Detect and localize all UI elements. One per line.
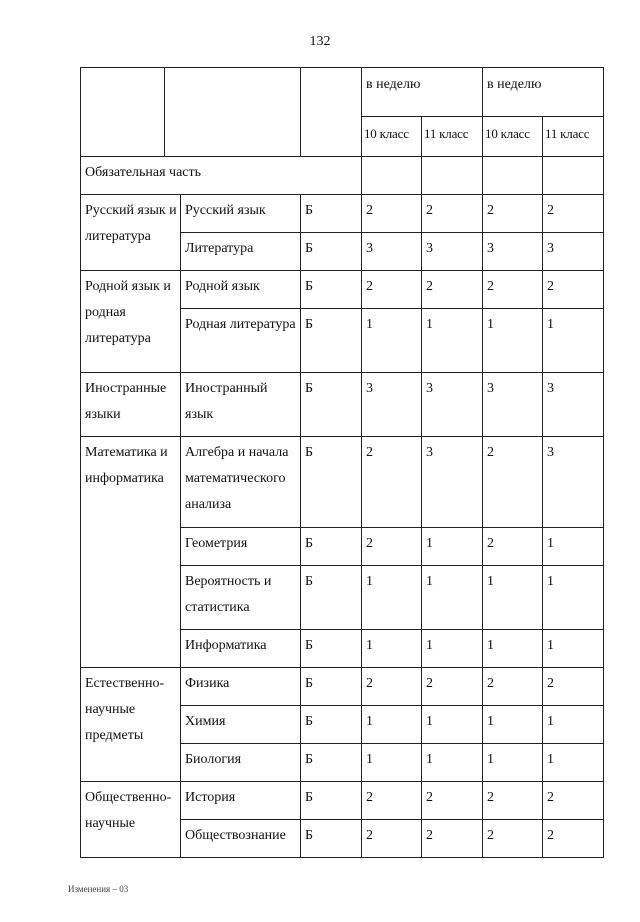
curriculum-table <box>80 67 604 858</box>
subject-name: Обществознание <box>181 820 301 858</box>
hours-cell: 2 <box>483 271 543 309</box>
hours-cell: 3 <box>543 437 604 528</box>
level-cell: Б <box>301 566 362 630</box>
hours-cell: 1 <box>422 566 483 630</box>
subject-area: Естественно-научные предметы <box>81 668 181 782</box>
level-cell: Б <box>301 668 362 706</box>
hours-cell: 1 <box>543 309 604 373</box>
subject-area: Математика и информатика <box>81 437 181 668</box>
hours-cell: 3 <box>543 373 604 437</box>
empty-cell <box>483 157 543 195</box>
hours-cell: 2 <box>362 668 422 706</box>
hours-cell: 2 <box>483 437 543 528</box>
hours-cell: 3 <box>422 437 483 528</box>
hours-cell: 1 <box>422 706 483 744</box>
hours-cell: 1 <box>483 309 543 373</box>
hours-cell: 2 <box>543 820 604 858</box>
header-blank-cell <box>165 68 301 157</box>
hours-cell: 1 <box>422 630 483 668</box>
hours-cell: 2 <box>422 271 483 309</box>
subject-area: Родной язык и родная литература <box>81 271 181 373</box>
hours-cell: 2 <box>422 782 483 820</box>
subject-name: Иностранный язык <box>181 373 301 437</box>
subject-area: Русский язык и литература <box>81 195 181 271</box>
hours-cell: 2 <box>362 271 422 309</box>
hours-cell: 2 <box>483 528 543 566</box>
hours-cell: 2 <box>362 528 422 566</box>
subject-name: Информатика <box>181 630 301 668</box>
header-class: 10 класс <box>483 117 543 157</box>
table-row <box>81 437 604 528</box>
subject-name: Родная литература <box>181 309 301 373</box>
header-class: 10 класс <box>362 117 422 157</box>
subject-name: Родной язык <box>181 271 301 309</box>
table-row <box>81 782 604 820</box>
subject-name: Литература <box>181 233 301 271</box>
page-number: 132 <box>309 34 331 49</box>
header-class: 11 класс <box>422 117 483 157</box>
table-row <box>81 271 604 309</box>
hours-cell: 1 <box>362 630 422 668</box>
level-cell: Б <box>301 706 362 744</box>
hours-cell: 2 <box>543 271 604 309</box>
subject-name: Химия <box>181 706 301 744</box>
hours-cell: 3 <box>362 233 422 271</box>
hours-cell: 1 <box>362 309 422 373</box>
hours-cell: 1 <box>362 744 422 782</box>
hours-cell: 1 <box>422 528 483 566</box>
header-row-per-week <box>81 68 604 117</box>
level-cell: Б <box>301 271 362 309</box>
hours-cell: 1 <box>362 706 422 744</box>
subject-name: Русский язык <box>181 195 301 233</box>
level-cell: Б <box>301 820 362 858</box>
subject-area: Иностранные языки <box>81 373 181 437</box>
hours-cell: 1 <box>362 566 422 630</box>
table-row <box>81 373 604 437</box>
hours-cell: 1 <box>483 706 543 744</box>
hours-cell: 2 <box>483 782 543 820</box>
subject-area: Общественно-научные <box>81 782 181 858</box>
hours-cell: 1 <box>543 744 604 782</box>
empty-cell <box>362 157 422 195</box>
header-blank-cell <box>81 68 165 157</box>
hours-cell: 2 <box>362 820 422 858</box>
header-blank-cell <box>301 68 362 157</box>
section-title: Обязательная часть <box>81 157 362 195</box>
hours-cell: 1 <box>422 309 483 373</box>
hours-cell: 2 <box>362 437 422 528</box>
hours-cell: 3 <box>422 233 483 271</box>
hours-cell: 2 <box>422 820 483 858</box>
empty-cell <box>543 157 604 195</box>
header-per-week: в неделю <box>483 68 604 117</box>
hours-cell: 3 <box>422 373 483 437</box>
hours-cell: 1 <box>543 630 604 668</box>
subject-name: Алгебра и начала математического анализа <box>181 437 301 528</box>
hours-cell: 1 <box>543 566 604 630</box>
section-row <box>81 157 604 195</box>
hours-cell: 3 <box>362 373 422 437</box>
subject-name: История <box>181 782 301 820</box>
hours-cell: 2 <box>543 668 604 706</box>
hours-cell: 2 <box>362 782 422 820</box>
level-cell: Б <box>301 233 362 271</box>
hours-cell: 2 <box>483 195 543 233</box>
hours-cell: 2 <box>422 195 483 233</box>
table-row <box>81 195 604 233</box>
level-cell: Б <box>301 309 362 373</box>
subject-name: Физика <box>181 668 301 706</box>
footer-note: Изменения – 03 <box>68 884 129 894</box>
header-per-week: в неделю <box>362 68 483 117</box>
subject-name: Геометрия <box>181 528 301 566</box>
hours-cell: 1 <box>543 706 604 744</box>
subject-name: Биология <box>181 744 301 782</box>
level-cell: Б <box>301 630 362 668</box>
hours-cell: 1 <box>483 630 543 668</box>
hours-cell: 3 <box>483 373 543 437</box>
hours-cell: 2 <box>543 195 604 233</box>
hours-cell: 2 <box>422 668 483 706</box>
hours-cell: 1 <box>543 528 604 566</box>
hours-cell: 2 <box>543 782 604 820</box>
level-cell: Б <box>301 437 362 528</box>
hours-cell: 2 <box>483 820 543 858</box>
level-cell: Б <box>301 373 362 437</box>
hours-cell: 2 <box>362 195 422 233</box>
hours-cell: 3 <box>543 233 604 271</box>
table-row <box>81 668 604 706</box>
subject-name: Вероятность и статистика <box>181 566 301 630</box>
level-cell: Б <box>301 528 362 566</box>
empty-cell <box>422 157 483 195</box>
hours-cell: 3 <box>483 233 543 271</box>
hours-cell: 1 <box>422 744 483 782</box>
level-cell: Б <box>301 782 362 820</box>
hours-cell: 2 <box>483 668 543 706</box>
hours-cell: 1 <box>483 744 543 782</box>
level-cell: Б <box>301 744 362 782</box>
header-class: 11 класс <box>543 117 604 157</box>
level-cell: Б <box>301 195 362 233</box>
hours-cell: 1 <box>483 566 543 630</box>
